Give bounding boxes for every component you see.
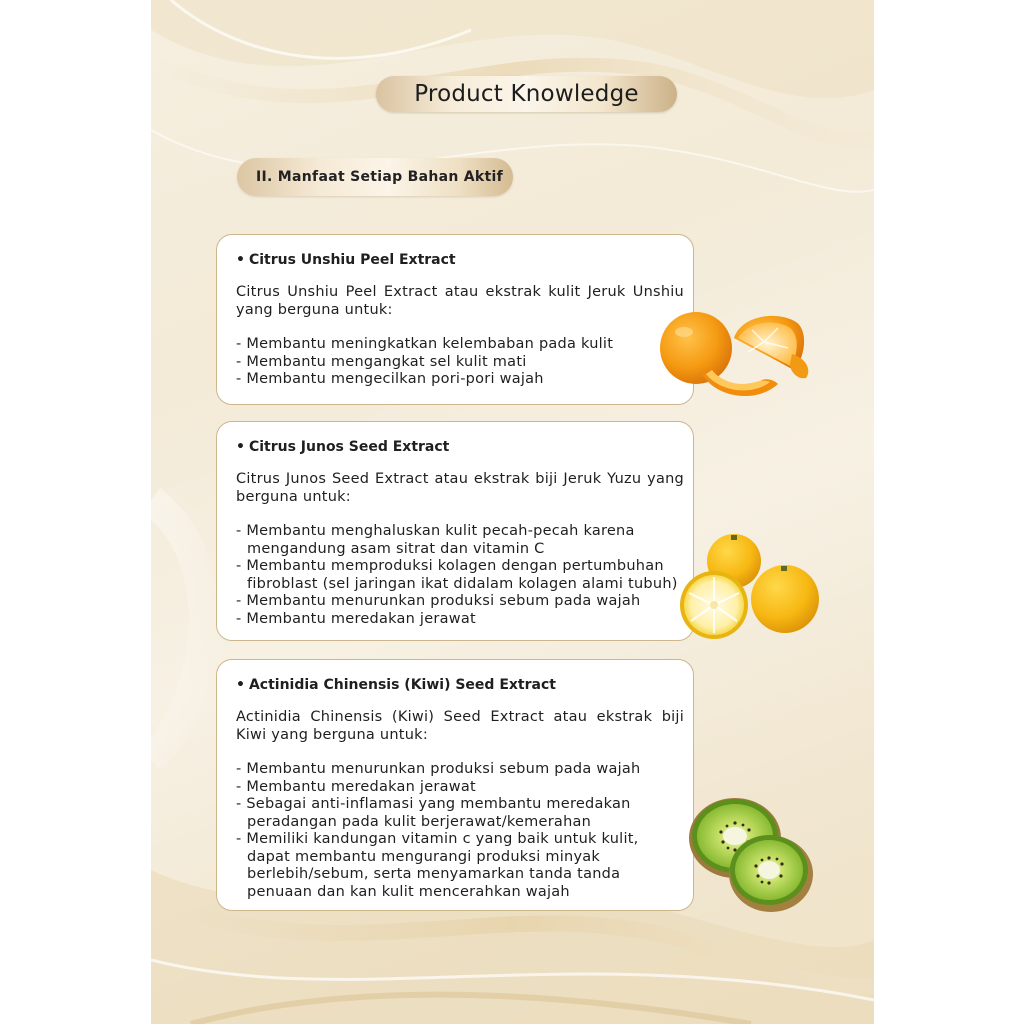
benefit-item: - Membantu mengangkat sel kulit mati bbox=[236, 353, 527, 370]
benefit-list bbox=[236, 523, 684, 628]
ingredient-card-kiwi bbox=[216, 659, 694, 911]
benefit-item: - Membantu meredakan jerawat bbox=[236, 610, 476, 627]
kiwi-fruit-icon bbox=[687, 796, 813, 914]
yuzu-fruit-icon bbox=[679, 533, 819, 645]
bullet-icon: • bbox=[236, 252, 245, 268]
benefit-item: - Membantu meningkatkan kelembaban pada kulit bbox=[236, 336, 614, 352]
benefit-item: - Membantu menurunkan produksi sebum pada wajah bbox=[236, 761, 641, 777]
benefit-list bbox=[236, 336, 684, 389]
ingredient-description: Citrus Junos Seed Extract atau ekstrak biji Jeruk Yuzu yang berguna untuk: bbox=[236, 471, 684, 505]
benefit-item: - Memiliki kandungan vitamin c yang baik untuk kulit, dapat membantu mengurangi produksi minyak berlebih/sebum, serta menyamarkan tanda tanda penuaan dan kan kulit mencerahkan wajah bbox=[236, 831, 639, 900]
orange-fruit-icon bbox=[656, 308, 816, 406]
benefit-item: - Sebagai anti-inflamasi yang membantu meredakan peradangan pada kulit berjerawat/kemerahan bbox=[236, 796, 631, 830]
ingredient-description: Citrus Unshiu Peel Extract atau ekstrak kulit Jeruk Unshiu yang berguna untuk: bbox=[236, 284, 684, 318]
ingredient-title: • Citrus Unshiu Peel Extract bbox=[236, 252, 456, 268]
ingredient-card-citrus-unshiu bbox=[216, 234, 694, 405]
bullet-icon: • bbox=[236, 677, 245, 693]
ingredient-description: Actinidia Chinensis (Kiwi) Seed Extract atau ekstrak biji Kiwi yang berguna untuk: bbox=[236, 709, 684, 743]
ingredient-card-citrus-junos bbox=[216, 421, 694, 641]
ingredient-title: • Citrus Junos Seed Extract bbox=[236, 439, 450, 455]
page-background bbox=[151, 0, 874, 1024]
benefit-item: - Membantu mengecilkan pori-pori wajah bbox=[236, 371, 544, 387]
section-heading-pill bbox=[237, 158, 513, 196]
benefit-item: - Membantu menghaluskan kulit pecah-pecah karena mengandung asam sitrat dan vitamin C bbox=[236, 523, 635, 557]
page-title: Product Knowledge bbox=[414, 81, 639, 107]
benefit-list bbox=[236, 761, 684, 901]
bullet-icon: • bbox=[236, 439, 245, 455]
page-title-pill bbox=[376, 76, 677, 112]
benefit-item: - Membantu memproduksi kolagen dengan pertumbuhan fibroblast (sel jaringan ikat didalam kolagen alami tubuh) bbox=[236, 558, 678, 592]
benefit-item: - Membantu menurunkan produksi sebum pada wajah bbox=[236, 593, 641, 609]
ingredient-title: • Actinidia Chinensis (Kiwi) Seed Extract bbox=[236, 677, 556, 693]
section-heading: II. Manfaat Setiap Bahan Aktif bbox=[256, 169, 504, 185]
benefit-item: - Membantu meredakan jerawat bbox=[236, 778, 476, 795]
